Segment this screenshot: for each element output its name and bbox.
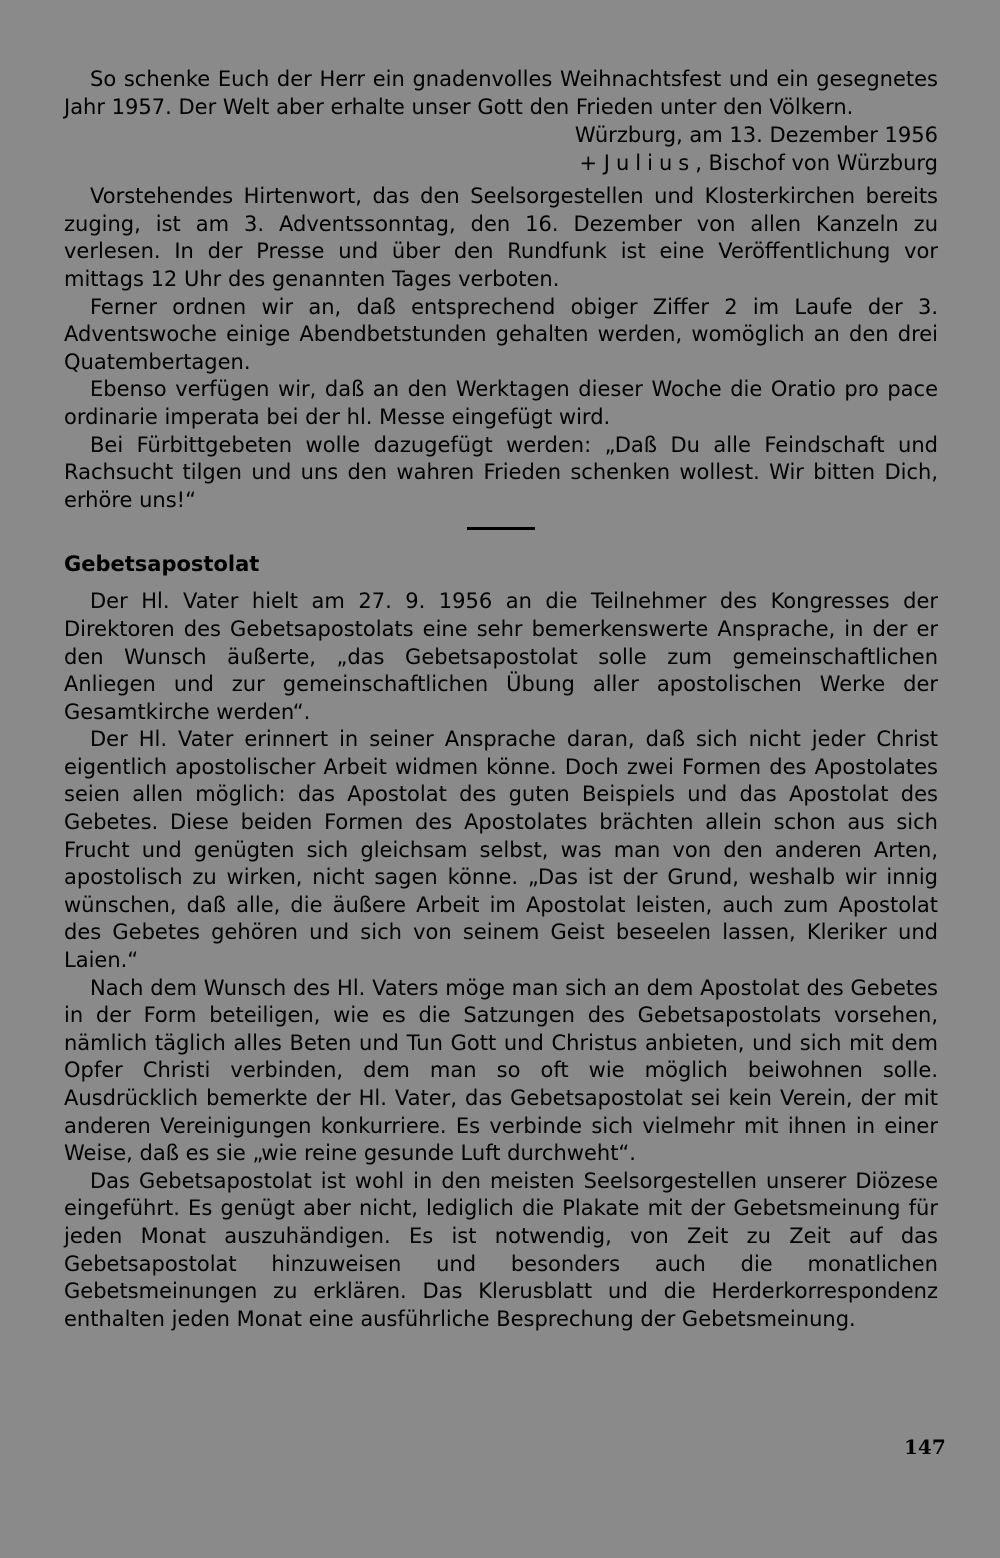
signature-line: [64, 149, 938, 177]
section-body: [64, 588, 938, 1333]
signature-date: Würzburg, am 13. Dezember 1956: [574, 123, 938, 148]
signature-title: , Bischof von Würzburg: [695, 151, 938, 176]
decree-paragraph: Bei Fürbittgebeten wolle dazugefügt werden: „Daß Du alle Feindschaft und Rachsucht tilgen und uns den wahren Frieden schenken wollest. Wir bitten Dich, erhöre uns!“: [64, 432, 938, 512]
decree-paragraph: Ferner ordnen wir an, daß entsprechend obiger Ziffer 2 im Laufe der 3. Adventswoche einige Abendbetstunden gehalten werden, womöglich an den drei Quatembertagen.: [64, 294, 938, 374]
section-paragraph: Nach dem Wunsch des Hl. Vaters möge man sich an dem Apostolat des Gebetes in der Form beteiligen, wie es die Satzungen des Gebetsapostolats vorsehen, nämlich täglich alles Beten und Tun Gott und Christus anbieten, und sich mit dem Opfer Christi verbinden, dem man so oft wie möglich beiwohnen solle. Ausdrücklich bemerkte der Hl. Vater, das Gebetsapostolat sei kein Verein, der mit anderen Vereinigungen konkurriere. Es verbinde sich vielmehr mit ihnen in einer Weise, daß es sie „wie reine gesunde Luft durchweht“.: [64, 975, 938, 1166]
decree-paragraph: Ebenso verfügen wir, daß an den Werktagen dieser Woche die Oratio pro pace ordinarie imperata bei der hl. Messe eingefügt wird.: [64, 377, 938, 429]
page-number: 147: [904, 1435, 946, 1459]
decree-block: [64, 183, 938, 514]
section-divider: [467, 527, 535, 530]
closing-paragraph: So schenke Euch der Herr ein gnadenvolles Weihnachtsfest und ein gesegnetes Jahr 1957. Der Welt aber erhalte unser Gott den Frieden unter den Völkern.: [64, 67, 938, 119]
section-heading: Gebetsapostolat: [64, 552, 260, 577]
section-paragraph: Der Hl. Vater hielt am 27. 9. 1956 an die Teilnehmer des Kongresses der Direktoren des Gebetsapostolats eine sehr bemerkenswerte Ansprache, in der er den Wunsch äußerte, „das Gebetsapostolat solle zum gemeinschaftlichen Anliegen und zur gemeinschaftlichen Übung aller apostolischen Werke der Gesamtkirche werden“.: [64, 589, 938, 724]
document-page: [64, 66, 938, 1333]
cross-symbol: +: [579, 151, 598, 176]
section-paragraph: Das Gebetsapostolat ist wohl in den meisten Seelsorgestellen unserer Diözese eingeführt. Es genügt aber nicht, lediglich die Plakate mit der Gebetsmeinung für jeden Monat auszuhändigen. Es ist notwendig, von Zeit zu Zeit auf das Gebetsapostolat hinzuweisen und besonders auch die monatlichen Gebetsmeinungen zu erklären. Das Klerusblatt und die Herderkorrespondenz enthalten jeden Monat eine ausführliche Besprechung der Gebetsmeinung.: [64, 1168, 938, 1331]
decree-paragraph: Vorstehendes Hirtenwort, das den Seelsorgestellen und Klosterkirchen bereits zuging, ist am 3. Adventssonntag, den 16. Dezember von allen Kanzeln zu verlesen. In der Presse und über den Rundfunk ist eine Veröffentlichung vor mittags 12 Uhr des genannten Tages verboten.: [64, 184, 938, 291]
section-paragraph: Der Hl. Vater erinnert in seiner Ansprache daran, daß sich nicht jeder Christ eigentlich apostolischer Arbeit widmen könne. Doch zwei Formen des Apostolates seien allen möglich: das Apostolat des guten Beispiels und das Apostolat des Gebetes. Diese beiden Formen des Apostolates brächten allein schon aus sich Frucht und genügten sich gleichsam selbst, was man von den anderen Arten, apostolisch zu wirken, nicht sagen könne. „Das ist der Grund, weshalb wir innig wünschen, daß alle, die äußere Arbeit im Apostolat leisten, auch zum Apostolat des Gebetes gehören und sich von seinem Geist beseelen lassen, Kleriker und Laien.“: [64, 727, 938, 973]
signature-name: Julius: [603, 151, 696, 176]
